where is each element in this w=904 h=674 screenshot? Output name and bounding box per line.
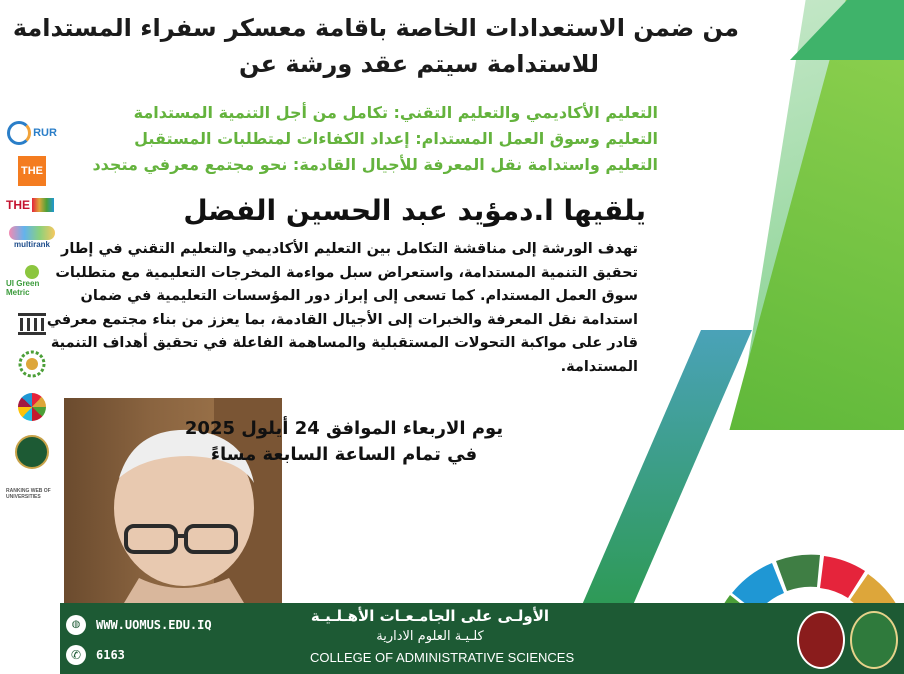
time-line: في تمام الساعة السابعة مساءً (210, 444, 478, 465)
topic-item: التعليم وسوق العمل المستدام: إعداد الكفاءات لمتطلبات المستقبل (134, 129, 658, 148)
college-title-en: COLLEGE OF ADMINISTRATIVE SCIENCES (310, 650, 575, 665)
footer-bar (60, 603, 904, 674)
phone-row[interactable] (66, 643, 125, 667)
description-line: تهدف الورشة إلى مناقشة التكامل بين التعليم الأكاديمي والتعليم التقني في إطار (60, 241, 638, 257)
headline-line-2: للاستدامة سيتم عقد ورشة عن (239, 50, 599, 78)
headline (12, 10, 739, 82)
event-date (134, 416, 554, 468)
workshop-topics (68, 100, 658, 178)
globe-icon: ◍ (66, 615, 86, 635)
arab-federation-logo-icon (6, 432, 58, 472)
description-line: سوق العمل المستدام. كما تسعى إلى إبراز دور المؤسسات التعليمية في ضمان (80, 288, 638, 304)
sdg-wheel-icon (700, 535, 904, 605)
university-seal-icon (797, 611, 845, 669)
the-logo-icon: THE (18, 156, 46, 186)
college-title-ar: كلـيـة العلوم الادارية (376, 629, 484, 644)
description-line: المستدامة. (560, 358, 638, 375)
college-seal-icon (850, 611, 898, 669)
phone-icon: ✆ (66, 645, 86, 665)
date-line: يوم الاربعاء الموافق 24 أيلول 2025 (184, 418, 504, 439)
website-text: WWW.UOMUS.EDU.IQ (96, 618, 212, 632)
ui-greenmetric-logo-icon: UI Green Metric (6, 260, 58, 302)
description-line: قادر على مواكبة التحولات المستقبلية والمساهمة الفاعلة في تحقيق أهداف التنمية (50, 335, 638, 351)
workshop-description (46, 238, 638, 379)
headline-line-1: من ضمن الاستعدادات الخاصة باقامة معسكر سفراء المستدامة (12, 14, 739, 42)
description-line: تحقيق التنمية المستدامة، واستعراض سبل مواءمة المخرجات التعليمية مع متطلبات (55, 264, 638, 281)
sdg-wheel-logo-icon (6, 390, 58, 424)
the-impact-logo-icon: THE (6, 194, 58, 216)
phone-text: 6163 (96, 648, 125, 662)
webometrics-logo-icon: RANKING WEB OF UNIVERSITIES (6, 488, 51, 500)
description-line: استدامة نقل المعرفة والخبرات إلى الأجيال القادمة، بما يعزز من بناء مجتمع معرفي (46, 311, 638, 328)
multirank-logo-icon: multirank (6, 222, 58, 252)
topic-item: التعليم واستدامة نقل المعرفة للأجيال القادمة: نحو مجتمع معرفي متجدد (92, 155, 658, 174)
university-title: الأولـى على الجامـعـات الأهـلـيـة (310, 607, 550, 625)
topic-item: التعليم الأكاديمي والتعليم التقني: تكامل من أجل التنمية المستدامة (133, 103, 658, 122)
speaker-name: يلقيها ا.دمؤيد عبد الحسين الفضل (183, 194, 646, 227)
website-row[interactable] (66, 613, 212, 637)
rur-logo-icon: RUR (6, 118, 58, 148)
